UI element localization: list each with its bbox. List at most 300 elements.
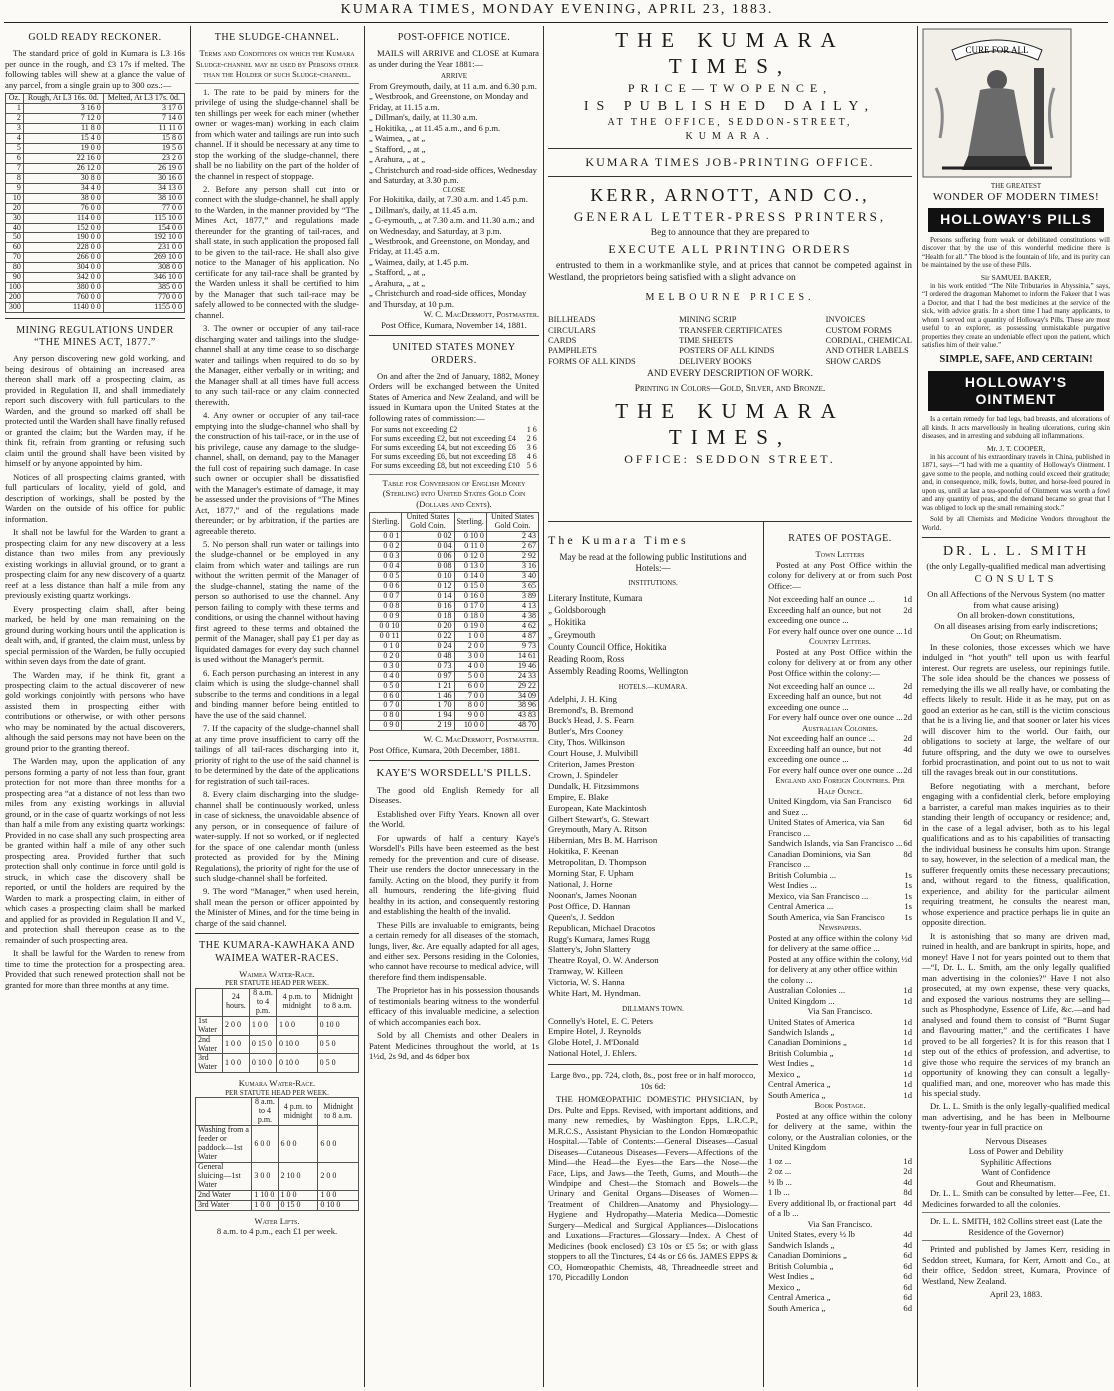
table-cell: 3 0 0	[454, 651, 486, 661]
table-cell: 2 0 0	[454, 641, 486, 651]
table-row	[196, 1016, 359, 1035]
regulation-paragraph: It shall be lawful for the Warden to renew from time to time the protection for a prospecting area. Provided that such renewed protection shall not be granted for more than three months at any time.	[5, 948, 185, 990]
dillman-list	[548, 1016, 758, 1060]
print-item: TRANSFER CERTIFICATES	[679, 324, 783, 335]
intro-text: May be read at the following public Institutions and Hotels:—	[559, 551, 747, 573]
rate-value: 2d	[903, 712, 912, 723]
rate-row	[768, 1090, 912, 1100]
table-cell: 1 0 0	[277, 1016, 318, 1035]
mail-line: „ Westbrook, and Greenstone, on Monday, and Friday, at 11.45 a.m.	[369, 236, 530, 257]
column-postage-rates	[768, 527, 912, 1387]
table-cell: 11 11 0	[103, 123, 184, 133]
table-row	[6, 303, 185, 313]
print-item: AND OTHER LABELS	[825, 345, 909, 356]
lifts-text: 8 a.m. to 4 p.m., each £1 per week.	[216, 1226, 338, 1237]
table-row	[6, 183, 185, 193]
table-cell: 0 48	[402, 651, 454, 661]
table-cell: 80	[6, 263, 24, 273]
rate-row	[768, 1240, 912, 1250]
table-cell: 760 0 0	[23, 293, 103, 303]
rate-value: 6d	[903, 817, 912, 828]
close-head: CLOSE	[442, 185, 466, 194]
race-subtitle: PER STATUTE HEAD PER WEEK.	[225, 1088, 329, 1097]
table-cell: 115 10 0	[103, 213, 184, 223]
table-row	[6, 213, 185, 223]
hotel-item: White Hart, M. Hyndman.	[548, 988, 641, 999]
rate-label: United States, every ½ lb	[768, 1229, 855, 1240]
print-item: PAMPHLETS	[548, 345, 597, 356]
column-holloway-smith	[922, 26, 1110, 1386]
table-cell: 0 0 2	[370, 542, 402, 552]
print-item: POSTERS OF ALL KINDS	[679, 345, 775, 356]
table-cell: 0 3 0	[370, 661, 402, 671]
consult-line: On all Affections of the Nervous System (no matter from what cause arising)	[927, 589, 1105, 610]
rate-row: Every additional lb, or fractional part of a lb ... 4d	[768, 1197, 912, 1219]
table-cell: 385 0 0	[103, 283, 184, 293]
table-cell: 2 43	[486, 532, 538, 542]
money-title: UNITED STATES MONEY ORDERS.	[392, 342, 516, 366]
gold-table: Oz. Rough, At L3 16s. 0d. Melted, At L3 17s. 0d. 1 3 16 0 3 17 0 2 7 12 0 7 14 0 3 11 8 0 11 11 0 4 15 4 0 15 8 0 5 19 0 0 19 5 0 6 22 16 0 23 2 0 7 26 12 0 26 19 0 8 30 8 0 30 16 0 9 34 4 0 34 13 0 10 38 0 0 38 10 0 20 76 0 0 77 0 0 30 114 0 0 115 10 0 40 152 0 0 154 0 0 50 190 0 0 192 10 0 60 228 0 0 231 0 0 70 266 0 0 269 10 0 80 304 0 0 308 0 0 90 342 0 0 346 10 0 100 380 0 0 385 0 0 200 760 0 0 770 0 0 300 1140 0 0 1155 0 0	[5, 93, 185, 313]
table-cell: 192 10 0	[103, 233, 184, 243]
hotel-item: Buck's Head, J. S. Fearn	[548, 715, 634, 726]
rate-row	[768, 1037, 912, 1047]
mail-line: „ Dillman's, daily, at 11.45 a.m.	[369, 204, 478, 215]
table-cell: Washing from a feeder or paddock—1st Water	[196, 1126, 252, 1163]
term-paragraph: 8. Every claim discharging into the sludge-channel shall be continuously worked, unless in case of sickness, the unavoidable absence of any person, or in consequence of failure of water-supply. If not so worked, or if neglected for the space of one calendar month (unless protected as provided for by the Mining Regulations), the priority of right for the use of such sludge-channel shall be forfeited.	[195, 789, 359, 883]
table-cell: 7 12 0	[23, 114, 103, 124]
column-rule	[917, 26, 918, 1387]
table-cell: 1 21	[402, 681, 454, 691]
rate-label: 2 oz ...	[768, 1166, 792, 1177]
subhead: Country Letters.	[809, 636, 871, 647]
hotel-item: Noonan's, James Noonan	[548, 889, 637, 900]
rate-value: 4d	[903, 1239, 912, 1250]
mail-line: For Hokitika, daily, at 7.30 a.m. and 1.45 p.m.	[369, 194, 528, 205]
table-row	[370, 552, 539, 562]
rate-row	[768, 891, 912, 901]
table-cell: 770 0 0	[103, 293, 184, 303]
rate-row	[768, 626, 912, 636]
rate-value: 6d	[903, 1292, 912, 1303]
rate-value: 4d	[903, 1176, 912, 1187]
hotel-item: Queen's, J. Seddon	[548, 911, 615, 922]
table-cell: 0 2 0	[370, 651, 402, 661]
mail-line: From Greymouth, daily, at 11 a.m. and 6.30 p.m.	[369, 80, 537, 91]
table-cell: 76 0 0	[23, 203, 103, 213]
subhead: Via San Francisco.	[807, 1006, 873, 1017]
table-header: 4 p.m. to midnight	[277, 988, 318, 1016]
table-cell: 90	[6, 273, 24, 283]
rate-value: 8d	[903, 1187, 912, 1198]
water-races-title: THE KUMARA-KAWHAKA AND WAIMEA WATER-RACES.	[199, 940, 355, 964]
rate-label: Mexico „	[768, 1068, 801, 1079]
table-cell: 0 19 0	[454, 621, 486, 631]
signature: W. C. MacDermott, Postmaster.	[423, 309, 539, 320]
column-rule	[364, 26, 365, 1387]
rate-value: 6d	[903, 1281, 912, 1292]
smith-address: Dr. L. L. SMITH, 182 Collins street east (Late the Residence of the Governor)	[929, 1216, 1103, 1237]
greatest-line: THE GREATEST	[990, 182, 1042, 191]
intro-text: MAILS will ARRIVE and CLOSE at Kumara as under during the Year 1881:—	[369, 48, 539, 69]
rate-label: Posted at any office within the colony, for delivery at any other office within the colony ...	[768, 953, 900, 985]
table-cell: 1st Water	[196, 1016, 223, 1035]
mail-line: „ Arahura, „ at „	[369, 154, 426, 165]
rate-label: West Indies ...	[768, 880, 817, 891]
table-row	[6, 203, 185, 213]
hotel-item: Post Office, D. Hannan	[548, 900, 631, 911]
entrusted-text: entrusted to them in a workmanlike style, and at prices that cannot be competed against in Westland, the proprietors being satisfied with a slight advance on	[548, 260, 912, 283]
masthead: KUMARA TIMES, MONDAY EVENING, APRIL 23, 1883.	[340, 2, 774, 17]
subhead: Via San Francisco.	[807, 1218, 873, 1229]
table-row	[370, 661, 539, 671]
table-row	[196, 1054, 359, 1073]
table-cell: 1140 0 0	[23, 303, 103, 313]
table-row	[370, 641, 539, 651]
rate-value: 1d	[903, 1089, 912, 1100]
rate-row	[768, 1177, 912, 1187]
table-cell: 0 17 0	[454, 601, 486, 611]
consult-line: On Gout; on Rheumatism.	[970, 631, 1062, 642]
table-cell: 0 14 0	[454, 572, 486, 582]
table-cell: 346 10 0	[103, 273, 184, 283]
table-cell: 9 73	[486, 641, 538, 651]
table-cell: 26 19 0	[103, 163, 184, 173]
table-cell: 0 8 0	[370, 711, 402, 721]
section-title: POST-OFFICE NOTICE.	[397, 32, 511, 43]
every-line: AND EVERY DESCRIPTION OF WORK.	[647, 369, 813, 380]
rate-value: 2d	[903, 604, 912, 615]
rate-list	[768, 594, 912, 636]
conversion-table	[369, 512, 539, 731]
sold-text: Sold by all Chemists and Medicine Vendors throughout the World.	[922, 515, 1110, 532]
waimea-rates-table	[195, 988, 359, 1074]
rate-row	[768, 838, 912, 848]
table-cell: 1 0 0	[222, 1035, 249, 1054]
hotel-item: Slattery's, John Slattery	[548, 944, 631, 955]
table-cell: 38 10 0	[103, 193, 184, 203]
table-cell: 3rd Water	[196, 1200, 252, 1210]
table-cell: 9 0 0	[454, 711, 486, 721]
table-cell: 10 0 0	[454, 721, 486, 731]
kumara-rates-table	[195, 1097, 359, 1210]
table-header: 8 a.m. to 4 p.m.	[252, 1098, 278, 1126]
rate-label: British Columbia „	[768, 1260, 834, 1271]
rate-value: 2d	[903, 733, 912, 744]
ad-paragraph: In these colonies, those excesses which we have indulged in “hot youth” tell upon us with fearful interest. Our regrets are useless, our repinings futile. The sole idea should be the chances we possess of remedying the ills we all really have, or combating the effects likely to result. Hide it as he may, put on as good an exterior as he can, still is the victim conscious that he is a living lie, and that sooner or later his vices will discover him to the world. Our faith, our obligations to society at large, the welfare of our future offspring, and the duty we owe to ourselves forbid procrastination, and point out to us not to wait till the ravages break out in our constitutions.	[922, 641, 1110, 778]
mining-regulations	[5, 353, 185, 990]
hotel-item: Dundalk, H. Fitzsimmons	[548, 780, 639, 791]
table-cell: 48 70	[486, 721, 538, 731]
table-cell: 4 62	[486, 621, 538, 631]
rate-row	[768, 1156, 912, 1166]
table-row	[369, 462, 539, 471]
hotel-item: Connelly's Hotel, E. C. Peters	[548, 1015, 653, 1026]
table-cell: 34 09	[486, 691, 538, 701]
melbourne-prices: MELBOURNE PRICES.	[645, 292, 815, 304]
rate-value: 2d	[903, 681, 912, 691]
rate-row	[768, 733, 912, 743]
rate-value: 1d	[903, 1026, 912, 1037]
table-row	[370, 592, 539, 602]
term-paragraph: 1. The rate to be paid by miners for the privilege of using the sludge-channel shall be ten shillings per week for each miner (whether owner or wages-man) working in each claim from which water and tailings are run into such channel. If it should be necessary at any time to stop the working of the sludge-channel, there shall be no liability on the part of the holder of the channel in respect of stoppage.	[195, 86, 359, 181]
table-row	[6, 153, 185, 163]
subhead: England and Foreign Countries. Per Half Ounce.	[775, 775, 905, 796]
rate-row	[768, 985, 912, 995]
colors-line: Printing in Colors—Gold, Silver, and Bronze.	[634, 383, 826, 394]
column-sludge-channel	[195, 26, 359, 1386]
rate-row	[768, 870, 912, 880]
regulation-paragraph: Every prospecting claim shall, after being marked, be held by one man remaining on the ground during working hours until the application is dealt with, and, if granted, the claim must, unless by special permission of the Warden, be fully occupied within seven days from the date of grant.	[5, 603, 185, 667]
table-cell: 308 0 0	[103, 263, 184, 273]
table-row	[370, 721, 539, 731]
holloways-ointment-logo: HOLLOWAY'S OINTMENT	[928, 371, 1104, 411]
mail-line: „ Stafford, „ at „	[369, 267, 426, 278]
rate-label: United States of America	[768, 1016, 855, 1027]
table-cell: 0 10 0	[277, 1054, 318, 1073]
mail-line: „ Stafford, „ at „	[369, 143, 426, 154]
table-cell: 0 10 0	[318, 1200, 359, 1210]
rate-value: 6d	[903, 796, 912, 807]
testimonial-text: in his work entitled “The Nile Tributaries in Abyssinia,” says, “I ordered the dragoman Mahomet to inform the Fakeer that I was a Doctor, and that I had the best medicines at the service of the sick, with advice gratis. In a short time I had many applicants, to whom I served out a quantity of Holloway's Pills. These are most useful to an explorer, as possessing unmistakable purgative properties they create an undeniable effect upon the patient, which satisfies him of their value.”	[922, 281, 1110, 350]
table-row	[370, 621, 539, 631]
table-cell: 3 6	[526, 443, 537, 453]
table-cell: 1 0 0	[454, 631, 486, 641]
hotels-list	[548, 694, 758, 999]
table-row	[6, 143, 185, 153]
hotel-item: Morning Star, F. Upham	[548, 868, 634, 879]
rate-label: United Kingdom ...	[768, 995, 835, 1006]
column-reading-places	[548, 527, 758, 1387]
hotel-item: Republican, Michael Dracotos	[548, 922, 656, 933]
table-cell: 7 0 0	[454, 691, 486, 701]
table-cell: 0 18	[402, 611, 454, 621]
table-cell: 34 4 0	[23, 183, 103, 193]
consult-line: On all broken-down constitutions,	[957, 610, 1075, 621]
rate-value: 1d	[903, 594, 912, 605]
table-cell: 9	[6, 183, 24, 193]
table-cell: 5 6	[526, 460, 537, 470]
table-cell: 38 96	[486, 701, 538, 711]
table-cell: 11 8 0	[23, 123, 103, 133]
table-cell: 300	[6, 303, 24, 313]
table-cell: 70	[6, 253, 24, 263]
rate-intro: Posted at any Post Office within the colony for delivery at or from such Post Office:—	[768, 559, 912, 591]
institution-item: „ Hokitika	[548, 617, 586, 628]
table-cell: 1155 0 0	[103, 303, 184, 313]
rate-label: United Kingdom, via San Francisco and Suez ...	[768, 796, 892, 817]
sludge-terms	[195, 87, 359, 929]
column-rule	[763, 522, 764, 1387]
rate-label: Central America „	[768, 1079, 831, 1090]
table-cell: 0 0 7	[370, 592, 402, 602]
rate-row	[768, 1250, 912, 1260]
table-cell: 6 0 0	[278, 1126, 318, 1163]
rate-row	[768, 1261, 912, 1271]
rate-label: Central America „	[768, 1292, 831, 1303]
term-paragraph: 6. Each person purchasing an interest in any claim which is using the sludge-channel shall subscribe to the terms and conditions in a legal and binding manner before being entitled to have the use of the said channel.	[195, 667, 359, 720]
rate-value: 2d	[903, 1166, 912, 1177]
hotel-item: Gilbert Stewart's, G. Stewart	[548, 813, 650, 824]
table-row	[6, 253, 185, 263]
table-row	[6, 173, 185, 183]
print-item: INVOICES	[825, 314, 866, 325]
column-post-office	[369, 26, 539, 1386]
rate-label: Mexico, via San Francisco ...	[768, 890, 869, 901]
ad-paragraph: It is astonishing that so many are driven mad, ruined in health, and are bankrupt in spirits, hope, and money! Have I not for years pointed out to them that—“I, Dr. L. L. Smith, am the only legally qualified man advertising in the colonies?” Have I not also prosecuted, at my own expense, these very quacks, and exposed the various nostrums they are selling—such as Phosphodyne, Essence of Life, &c.—and had analysed and found them to consist of “Burnt Sugar and flavouring matter,” and the certificates I have proved to be all forgeries? It is for this reason that I step out of the ethics of profession, and advertise, to give those who require the services of my branch an opportunity of knowing they can consult a legally-qualified man, and one, moreover who has made this his special study.	[922, 930, 1110, 1098]
table-cell: 15 4 0	[23, 133, 103, 143]
table-header: Midnight to 8 a.m.	[318, 1098, 359, 1126]
print-item: SHOW CARDS	[825, 355, 881, 366]
table-cell: 0 11 0	[454, 542, 486, 552]
table-cell: 3 17 0	[103, 104, 184, 114]
table-cell: 50	[6, 233, 24, 243]
table-cell: 0 10 0	[317, 1016, 358, 1035]
table-cell: 6 0 0	[454, 681, 486, 691]
institution-item: County Council Office, Hokitika	[548, 641, 667, 652]
table-cell: 0 5 0	[370, 681, 402, 691]
term-paragraph: 4. Any owner or occupier of any tail-race emptying into the sludge-channel who shall by the construction of his tail-race, or in the use of his privilege, cause any damage to the sludge-channel, shall, on demand, pay to the Manager the full cost of repairing such damage. In case such owner or occupier shall be dissatisfied with the Manager's estimate of damage, it may be assessed under the provisions of “The Mines Act, 1877,” and of the regulations made thereunder; or by arbitration, if the parties are agreeable thereto.	[195, 410, 359, 536]
table-cell: For sums exceeding £4, but not exceeding £6	[371, 443, 516, 453]
rate-label: Canadian Dominions, via San Francisco ...	[768, 848, 871, 870]
close-list	[369, 194, 539, 309]
hotel-item: National Hotel, J. Ehlers.	[548, 1048, 637, 1059]
table-cell: 0 04	[402, 542, 454, 552]
paper-title: THE KUMARA TIMES,	[615, 28, 845, 78]
table-row	[370, 572, 539, 582]
table-cell: 1 0 0	[249, 1016, 276, 1035]
table-cell: 1 94	[402, 711, 454, 721]
table-cell: 0 16 0	[454, 592, 486, 602]
table-cell: 2nd Water	[196, 1035, 223, 1054]
rate-label: Sandwich Islands, via San Francisco ...	[768, 838, 903, 849]
rate-label: South America „	[768, 1302, 826, 1313]
table-cell: 4 38	[486, 611, 538, 621]
rate-row	[768, 605, 912, 626]
rate-label: United States of America, via San Francisco ...	[768, 817, 885, 838]
smith-ad-text	[922, 642, 1110, 1133]
rate-row	[768, 691, 912, 712]
table-cell: 0 0 3	[370, 552, 402, 562]
rate-value: 6d	[903, 838, 912, 849]
rate-label: For every half ounce over one ounce ...	[768, 764, 903, 775]
table-cell: 30 8 0	[23, 173, 103, 183]
rate-row	[768, 1303, 912, 1313]
table-row	[370, 711, 539, 721]
pills-text: Persons suffering from weak or debilitated constitutions will discover that by the use of this wonderful medicine there is “Health for all.” The blood is the fountain of life, and its purity can be maintained by the use of these Pills.	[922, 235, 1110, 270]
table-cell: 304 0 0	[23, 263, 103, 273]
table-header: 8 a.m. to 4 p.m.	[249, 988, 276, 1016]
section-title: RATES OF POSTAGE.	[788, 533, 892, 544]
mail-line: „ G-eymouth, „ at 7.30 a.m. and 11.30 a.m.; and on Wednesday, and Saturday, at 3 p.m.	[369, 215, 535, 236]
table-row	[196, 1190, 359, 1200]
regulation-paragraph: The Warden may, upon the application of any persons forming a party of not less than four, grant protection for not more than three months for a prospecting area “at a distance of not less than two miles from any existing workings in alluvial ground, or in the case of quartz workings of not less than half a mile from any existing quartz workings: Provided in no case shall any such prospecting area be granted within half a mile of any other such prospecting area. Provided further that such protection shall only continue in force until gold is struck, in which case the discovery shall be reported, or until the holders are required by the Warden to mark a prospecting claim, in either of which cases a prospecting claim shall be marked and applied for as provided in Regulation II and V., and protection shall thereupon cease as to the remainder of such prospecting area.	[5, 756, 185, 945]
rate-value: 1d	[903, 1079, 912, 1090]
table-cell: 60	[6, 243, 24, 253]
hotel-item: Crown, J. Spindeler	[548, 769, 618, 780]
institution-item: Reading Room, Ross	[548, 653, 625, 664]
table-cell: 1 0 0	[252, 1200, 278, 1210]
table-cell: 0 1 0	[370, 641, 402, 651]
rate-row	[768, 1292, 912, 1302]
table-row	[196, 1163, 359, 1191]
table-cell: 4 13	[486, 601, 538, 611]
gold-table-body	[6, 104, 185, 313]
practice-line: Syphilitic Affections	[980, 1156, 1052, 1167]
table-cell: 200	[6, 293, 24, 303]
date: Post Office, Kumara, 20th December, 1881.	[369, 744, 521, 755]
section-title: GOLD READY RECKONER.	[28, 32, 162, 43]
table-cell: 3rd Water	[196, 1054, 223, 1073]
execute-line: EXECUTE ALL PRINTING ORDERS	[608, 242, 852, 257]
table-cell: 2 6	[526, 434, 537, 444]
ad-paragraph: Sold by all Chemists and other Dealers in Patent Medicines throughout the world, at 1s 1½d, 2s 9d, and 4s 6dper box	[369, 1030, 539, 1062]
rate-value: 1s	[904, 890, 912, 901]
rate-value: 1s	[904, 911, 912, 922]
table-cell: 380 0 0	[23, 283, 103, 293]
practice-line: Loss of Power and Debility	[968, 1146, 1064, 1157]
mail-line: „ Arahura, „ at „	[369, 277, 426, 288]
table-cell: 3 89	[486, 592, 538, 602]
rate-row	[768, 1187, 912, 1197]
ad-paragraph: For upwards of half a century Kaye's Worsdell's Pills have been esteemed as the best remedy for the prevention and cure of disease. Their use renders the doctor unnecessary in the family. Acting on the blood, they purify it from all humours, rendering the life-giving fluid healthy in its action, and consequently restoring and establishing the health of the invalid.	[369, 832, 539, 917]
print-item: BILLHEADS	[548, 314, 596, 325]
consult-line: On all diseases arising from early indiscretions;	[934, 620, 1098, 631]
rate-row	[768, 996, 912, 1006]
table-cell: 1 70	[402, 701, 454, 711]
table-cell: 19 46	[486, 661, 538, 671]
rate-label: For every half ounce over one ounce ...	[768, 712, 903, 723]
table-header: Midnight to 8 a.m.	[317, 988, 358, 1016]
table-row	[6, 163, 185, 173]
money-rates-table	[369, 426, 539, 471]
table-cell: 0 22	[402, 631, 454, 641]
printer-imprint: Printed and published by James Kerr, residing in Seddon street, Kumara, for Kerr, Arnott and Co., at their office, Seddon street, Kumara, Province of Westland, New Zealand.	[922, 1244, 1110, 1286]
print-item: TIME SHEETS	[679, 335, 734, 345]
table-cell: 0 10	[402, 572, 454, 582]
table-cell: 0 0 5	[370, 572, 402, 582]
rate-value: 1d	[903, 1037, 912, 1048]
subhead: Australian Colonies.	[802, 722, 878, 733]
rate-row	[768, 901, 912, 911]
rate-row	[768, 796, 912, 817]
hotel-item: Bremond's, B. Bremond	[548, 704, 634, 715]
hotel-item: Adelphi, J. H. King	[548, 693, 617, 704]
table-row	[196, 1200, 359, 1210]
table-row	[370, 582, 539, 592]
table-row	[370, 611, 539, 621]
table-cell: 0 12	[402, 582, 454, 592]
arrive-list	[369, 81, 539, 186]
table-cell: 3 16	[486, 562, 538, 572]
rate-row	[768, 880, 912, 890]
table-cell: 2 19	[402, 721, 454, 731]
table-cell: 7 14 0	[103, 114, 184, 124]
institutions-head: INSTITUTIONS.	[628, 578, 678, 587]
table-cell: 0 0 9	[370, 611, 402, 621]
table-cell: 0 6 0	[370, 691, 402, 701]
simple-line: SIMPLE, SAFE, AND CERTAIN!	[939, 354, 1093, 366]
table-cell: 29 22	[486, 681, 538, 691]
hotel-item: City, Thos. Wilkinson	[548, 737, 625, 748]
kaye-title: KAYE'S WORSDELL'S PILLS.	[376, 767, 532, 780]
term-paragraph: 2. Before any person shall cut into or connect with the sludge-channel, he shall apply to the Warden, in the manner provided by “The Mines Act, 1877,” and regulations made thereunder for the granting of tail-races, and shall state, in such application the proposed fall to be given to the tail-race. He shall also give notice to the Manager of his application. No certificate for any tail-race shall be granted by the Warden unless it shall be certified to him by the Manager that such tail-race may be safely allowed to be connected with the sludge-channel.	[195, 184, 359, 320]
table-cell: 0 06	[402, 552, 454, 562]
rate-value: 4d	[903, 1229, 912, 1240]
rate-row	[768, 594, 912, 604]
published-line: IS PUBLISHED DAILY,	[583, 98, 877, 114]
dillman-head: DILLMAN'S TOWN.	[622, 1004, 684, 1013]
hotel-item: Metropolitan, D. Thompson	[548, 857, 647, 868]
